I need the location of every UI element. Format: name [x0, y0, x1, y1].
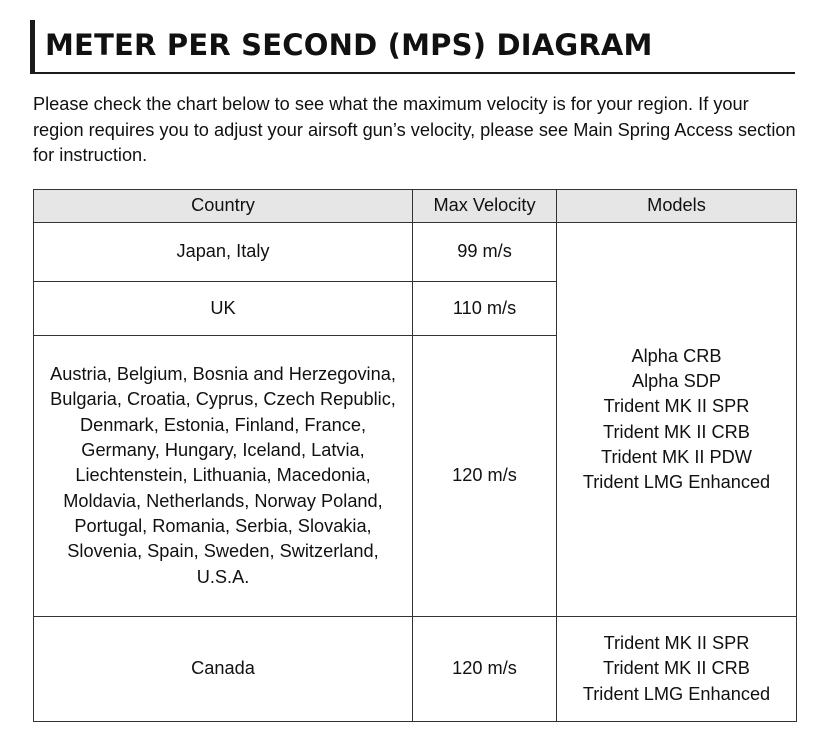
model-item: Trident LMG Enhanced [582, 683, 771, 704]
table-header-row [34, 190, 797, 223]
model-item: Alpha CRB [631, 345, 722, 366]
model-item: Trident MK II SPR [603, 633, 750, 654]
table-row [34, 617, 797, 722]
models-cell [557, 617, 797, 722]
velocity-cell: 120 m/s [413, 617, 557, 722]
country-list: Austria, Belgium, Bosnia and Herzegovina, Bulgaria, Croatia, Cyprus, Czech Republic, Denmark, Estonia, Finland, France, Germany, Hungary, Iceland, Latvia, Liechtenstein, Lithuania, Macedonia, Moldavia, Netherlands, Norway Poland, Portugal, Romania, Serbia, Slovakia, Slovenia, Spain, Sweden, Switzerland, U.S.A. [50, 364, 396, 587]
velocity-cell: 120 m/s [413, 336, 557, 617]
model-item: Trident MK II CRB [603, 421, 750, 442]
velocity-cell: 110 m/s [413, 282, 557, 336]
models-cell [557, 223, 797, 617]
model-item: Trident MK II SPR [603, 396, 750, 417]
header-country: Country [34, 190, 413, 223]
page-title: METER PER SECOND (MPS) DIAGRAM [45, 28, 653, 62]
country-cell: Japan, Italy [34, 223, 413, 282]
header-models: Models [557, 190, 797, 223]
model-item: Alpha SDP [632, 370, 721, 391]
intro-paragraph: Please check the chart below to see what the maximum velocity is for your region. If your region requires you to adjust your airsoft gun’s velocity, please see Main Spring Access section for instruction. [33, 94, 796, 165]
country-cell [34, 336, 413, 617]
velocity-cell: 99 m/s [413, 223, 557, 282]
table-row [34, 223, 797, 282]
model-item: Trident MK II PDW [601, 446, 752, 467]
model-item: Trident LMG Enhanced [582, 472, 771, 493]
country-cell: UK [34, 282, 413, 336]
country-cell: Canada [34, 617, 413, 722]
model-item: Trident MK II CRB [603, 658, 750, 679]
header-max-velocity: Max Velocity [413, 190, 557, 223]
velocity-table [33, 189, 797, 722]
heading-bar [30, 20, 795, 74]
